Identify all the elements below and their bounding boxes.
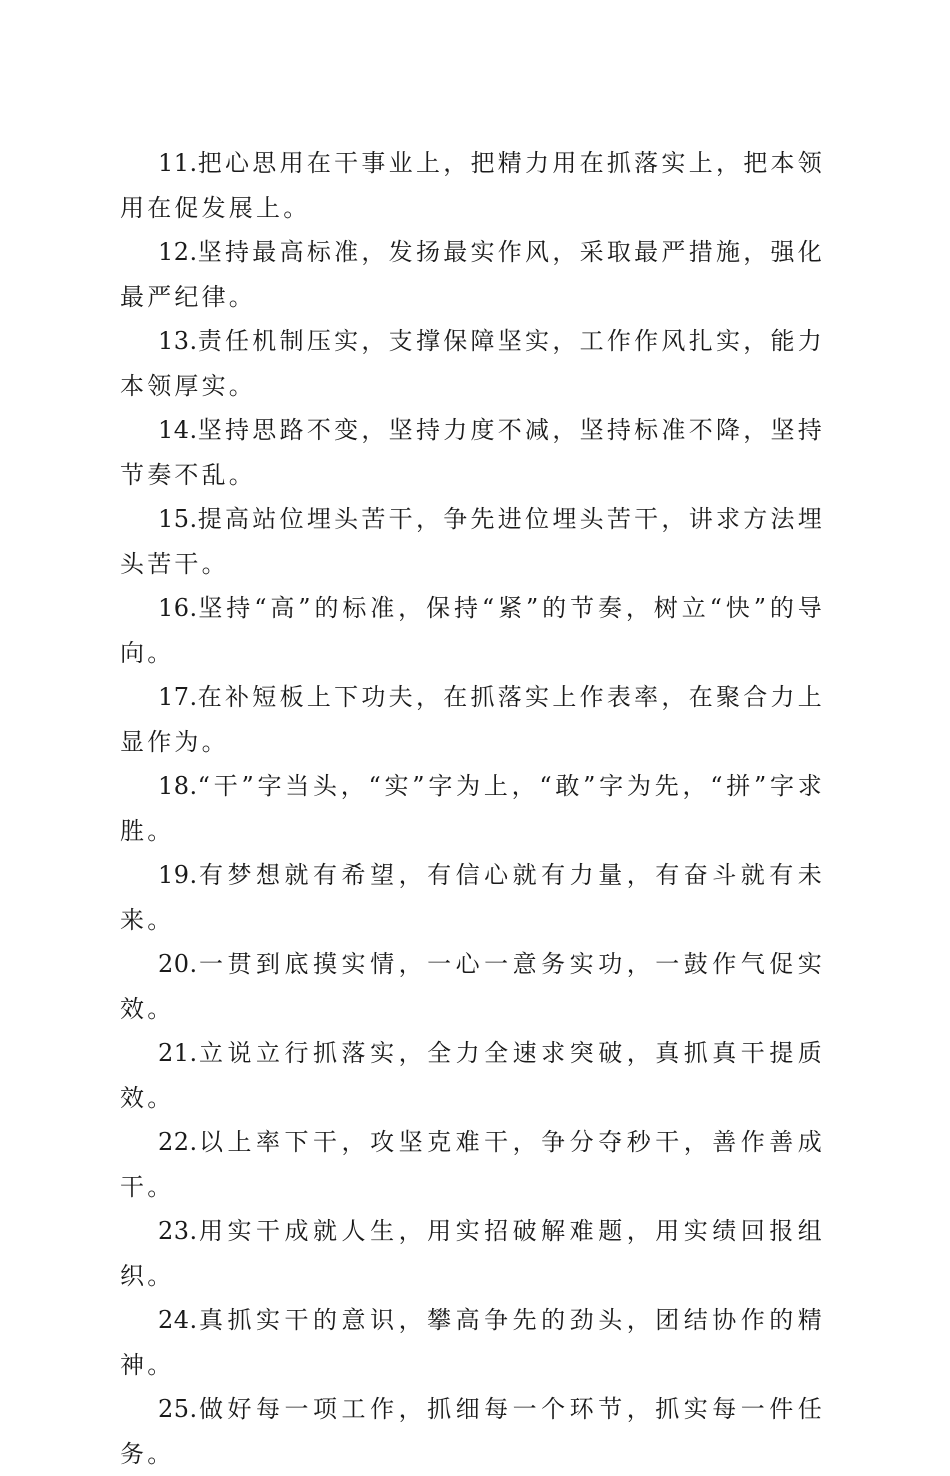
- document-body: [120, 141, 825, 1476]
- list-item: [120, 230, 825, 319]
- item-number: 13.: [158, 327, 198, 355]
- item-text: 做好每一项工作，抓细每一个环节，抓实每一件任务。: [120, 1395, 825, 1468]
- item-number: 19.: [158, 861, 198, 889]
- item-number: 24.: [158, 1306, 198, 1334]
- item-number: 25.: [158, 1395, 198, 1423]
- item-text: 把心思用在干事业上，把精力用在抓落实上，把本领用在促发展上。: [120, 149, 825, 222]
- list-item: [120, 675, 825, 764]
- list-item: [120, 764, 825, 853]
- list-item: [120, 1298, 825, 1387]
- item-text: 以上率下干，攻坚克难干，争分夺秒干，善作善成干。: [120, 1128, 825, 1201]
- item-text: 在补短板上下功夫，在抓落实上作表率，在聚合力上显作为。: [120, 683, 825, 756]
- list-item: [120, 1031, 825, 1120]
- list-item: [120, 942, 825, 1031]
- item-number: 20.: [158, 950, 198, 978]
- list-item: [120, 141, 825, 230]
- list-item: [120, 586, 825, 675]
- item-number: 12.: [158, 238, 198, 266]
- item-text: 责任机制压实，支撑保障坚实，工作作风扎实，能力本领厚实。: [120, 327, 825, 400]
- list-item: [120, 497, 825, 586]
- list-item: [120, 1209, 825, 1298]
- item-text: 坚持“高”的标准，保持“紧”的节奏，树立“快”的导向。: [120, 594, 825, 667]
- item-number: 22.: [158, 1128, 198, 1156]
- item-text: 一贯到底摸实情，一心一意务实功，一鼓作气促实效。: [120, 950, 825, 1023]
- list-item: [120, 1387, 825, 1476]
- item-text: 提高站位埋头苦干，争先进位埋头苦干，讲求方法埋头苦干。: [120, 505, 825, 578]
- list-item: [120, 319, 825, 408]
- item-number: 11.: [158, 149, 198, 177]
- item-number: 23.: [158, 1217, 198, 1245]
- item-text: 坚持思路不变，坚持力度不减，坚持标准不降，坚持节奏不乱。: [120, 416, 825, 489]
- list-item: [120, 1120, 825, 1209]
- item-number: 21.: [158, 1039, 198, 1067]
- item-text: “干”字当头，“实”字为上，“敢”字为先，“拼”字求胜。: [120, 772, 825, 845]
- item-text: 坚持最高标准，发扬最实作风，采取最严措施，强化最严纪律。: [120, 238, 825, 311]
- item-text: 立说立行抓落实，全力全速求突破，真抓真干提质效。: [120, 1039, 825, 1112]
- item-number: 18.: [158, 772, 198, 800]
- item-number: 17.: [158, 683, 198, 711]
- item-number: 14.: [158, 416, 198, 444]
- item-text: 用实干成就人生，用实招破解难题，用实绩回报组织。: [120, 1217, 825, 1290]
- item-text: 有梦想就有希望，有信心就有力量，有奋斗就有未来。: [120, 861, 825, 934]
- item-number: 15.: [158, 505, 198, 533]
- item-number: 16.: [158, 594, 198, 622]
- item-text: 真抓实干的意识，攀高争先的劲头，团结协作的精神。: [120, 1306, 825, 1379]
- list-item: [120, 408, 825, 497]
- list-item: [120, 853, 825, 942]
